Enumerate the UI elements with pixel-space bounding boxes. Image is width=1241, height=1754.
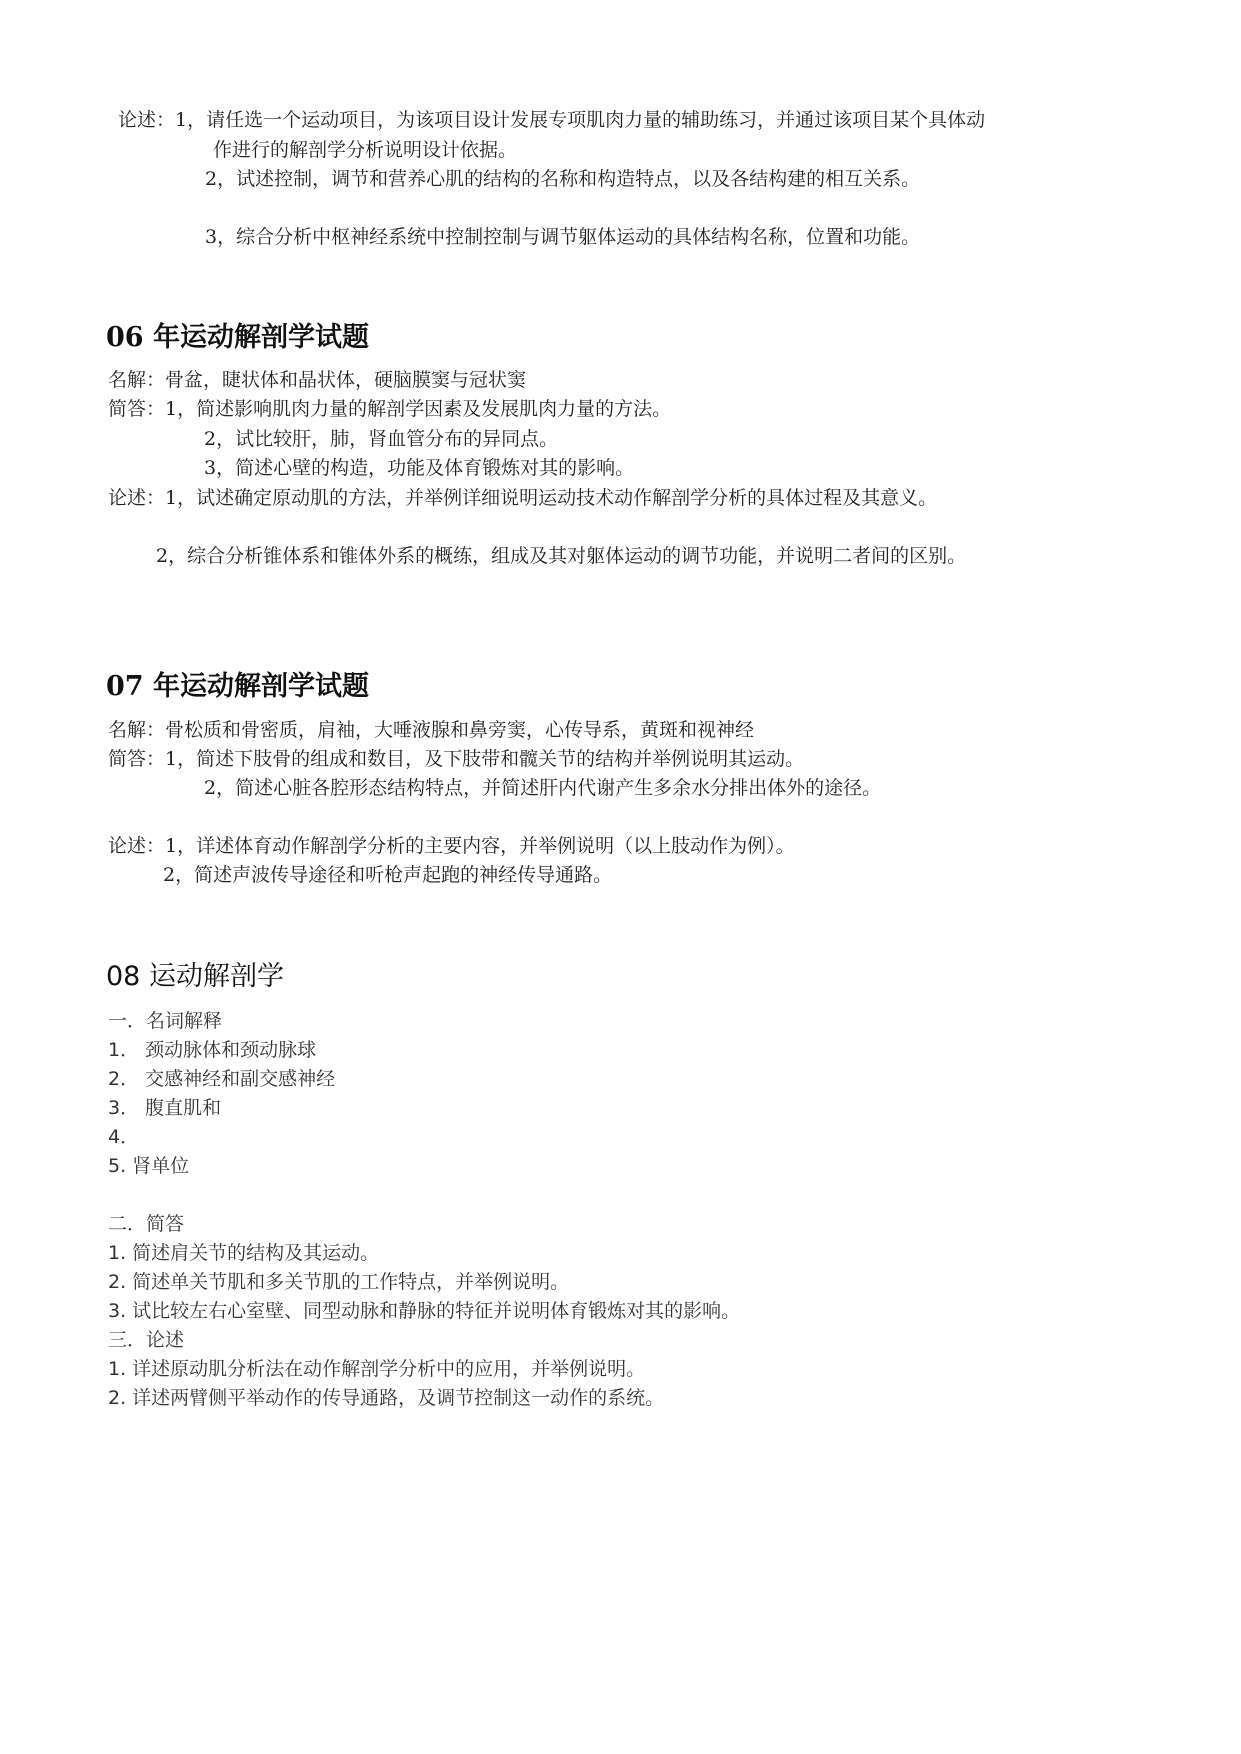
intro-essay-q3: 3，综合分析中枢神经系统中控制控制与调节躯体运动的具体结构名称，位置和功能。 [205, 226, 921, 248]
exam08-section2-heading: 二．简答 [108, 1213, 185, 1235]
exam08-section1-heading: 一．名词解释 [108, 1010, 223, 1032]
exam08-term-1: 1． 颈动脉体和颈动脉球 [108, 1039, 317, 1061]
exam06-short-q2: 2，试比较肝，肺，肾血管分布的异同点。 [204, 428, 559, 450]
exam08-term-3: 3． 腹直肌和 [108, 1097, 222, 1119]
exam08-short-q3: 3. 试比较左右心室壁、同型动脉和静脉的特征并说明体育锻炼对其的影响。 [108, 1300, 741, 1322]
exam07-essay-q1: 论述：1，详述体育动作解剖学分析的主要内容，并举例说明（以上肢动作为例）。 [108, 835, 795, 857]
exam07-short-q1: 简答：1，简述下肢骨的组成和数目，及下肢带和髋关节的结构并举例说明其运动。 [108, 748, 805, 770]
exam07-short-q2: 2，简述心脏各腔形态结构特点，并简述肝内代谢产生多余水分排出体外的途径。 [204, 777, 882, 799]
exam08-section3-heading: 三．论述 [108, 1329, 185, 1351]
intro-essay-q1-cont: 作进行的解剖学分析说明设计依据。 [213, 139, 518, 161]
exam06-short-q1: 简答：1，简述影响肌肉力量的解剖学因素及发展肌肉力量的方法。 [108, 398, 672, 420]
exam06-essay-q2: 2，综合分析锥体系和锥体外系的概练，组成及其对躯体运动的调节功能，并说明二者间的区别。 [156, 545, 967, 567]
exam08-term-2: 2． 交感神经和副交感神经 [108, 1068, 336, 1090]
exam06-essay-q1: 论述：1，试述确定原动肌的方法，并举例详细说明运动技术动作解剖学分析的具体过程及其意义。 [108, 487, 938, 509]
exam08-essay-q1: 1. 详述原动肌分析法在动作解剖学分析中的应用，并举例说明。 [108, 1358, 646, 1380]
intro-essay-q1: 论述：1，请任选一个运动项目，为该项目设计发展专项肌肉力量的辅助练习，并通过该项目某个具体动 [118, 109, 986, 131]
exam08-title: 08 运动解剖学 [106, 961, 284, 992]
exam08-short-q1: 1. 简述肩关节的结构及其运动。 [108, 1242, 380, 1264]
exam06-title: 06 年运动解剖学试题 [106, 322, 369, 353]
exam06-short-q3: 3，简述心壁的构造，功能及体育锻炼对其的影响。 [204, 457, 635, 479]
intro-essay-q2: 2，试述控制，调节和营养心肌的结构的名称和构造特点，以及各结构建的相互关系。 [205, 168, 921, 190]
exam06-terms: 名解：骨盆，睫状体和晶状体，硬脑膜窦与冠状窦 [108, 369, 527, 391]
exam08-term-4: 4． [108, 1126, 140, 1148]
exam08-term-5: 5. 肾单位 [108, 1155, 190, 1177]
exam07-essay-q2: 2，简述声波传导途径和听枪声起跑的神经传导通路。 [163, 864, 613, 886]
exam08-essay-q2: 2. 详述两臂侧平举动作的传导通路，及调节控制这一动作的系统。 [108, 1387, 665, 1409]
exam08-short-q2: 2. 简述单关节肌和多关节肌的工作特点，并举例说明。 [108, 1271, 570, 1293]
exam07-title: 07 年运动解剖学试题 [106, 671, 369, 702]
exam07-terms: 名解：骨松质和骨密质，肩袖，大唾液腺和鼻旁窦，心传导系，黄斑和视神经 [108, 719, 755, 741]
